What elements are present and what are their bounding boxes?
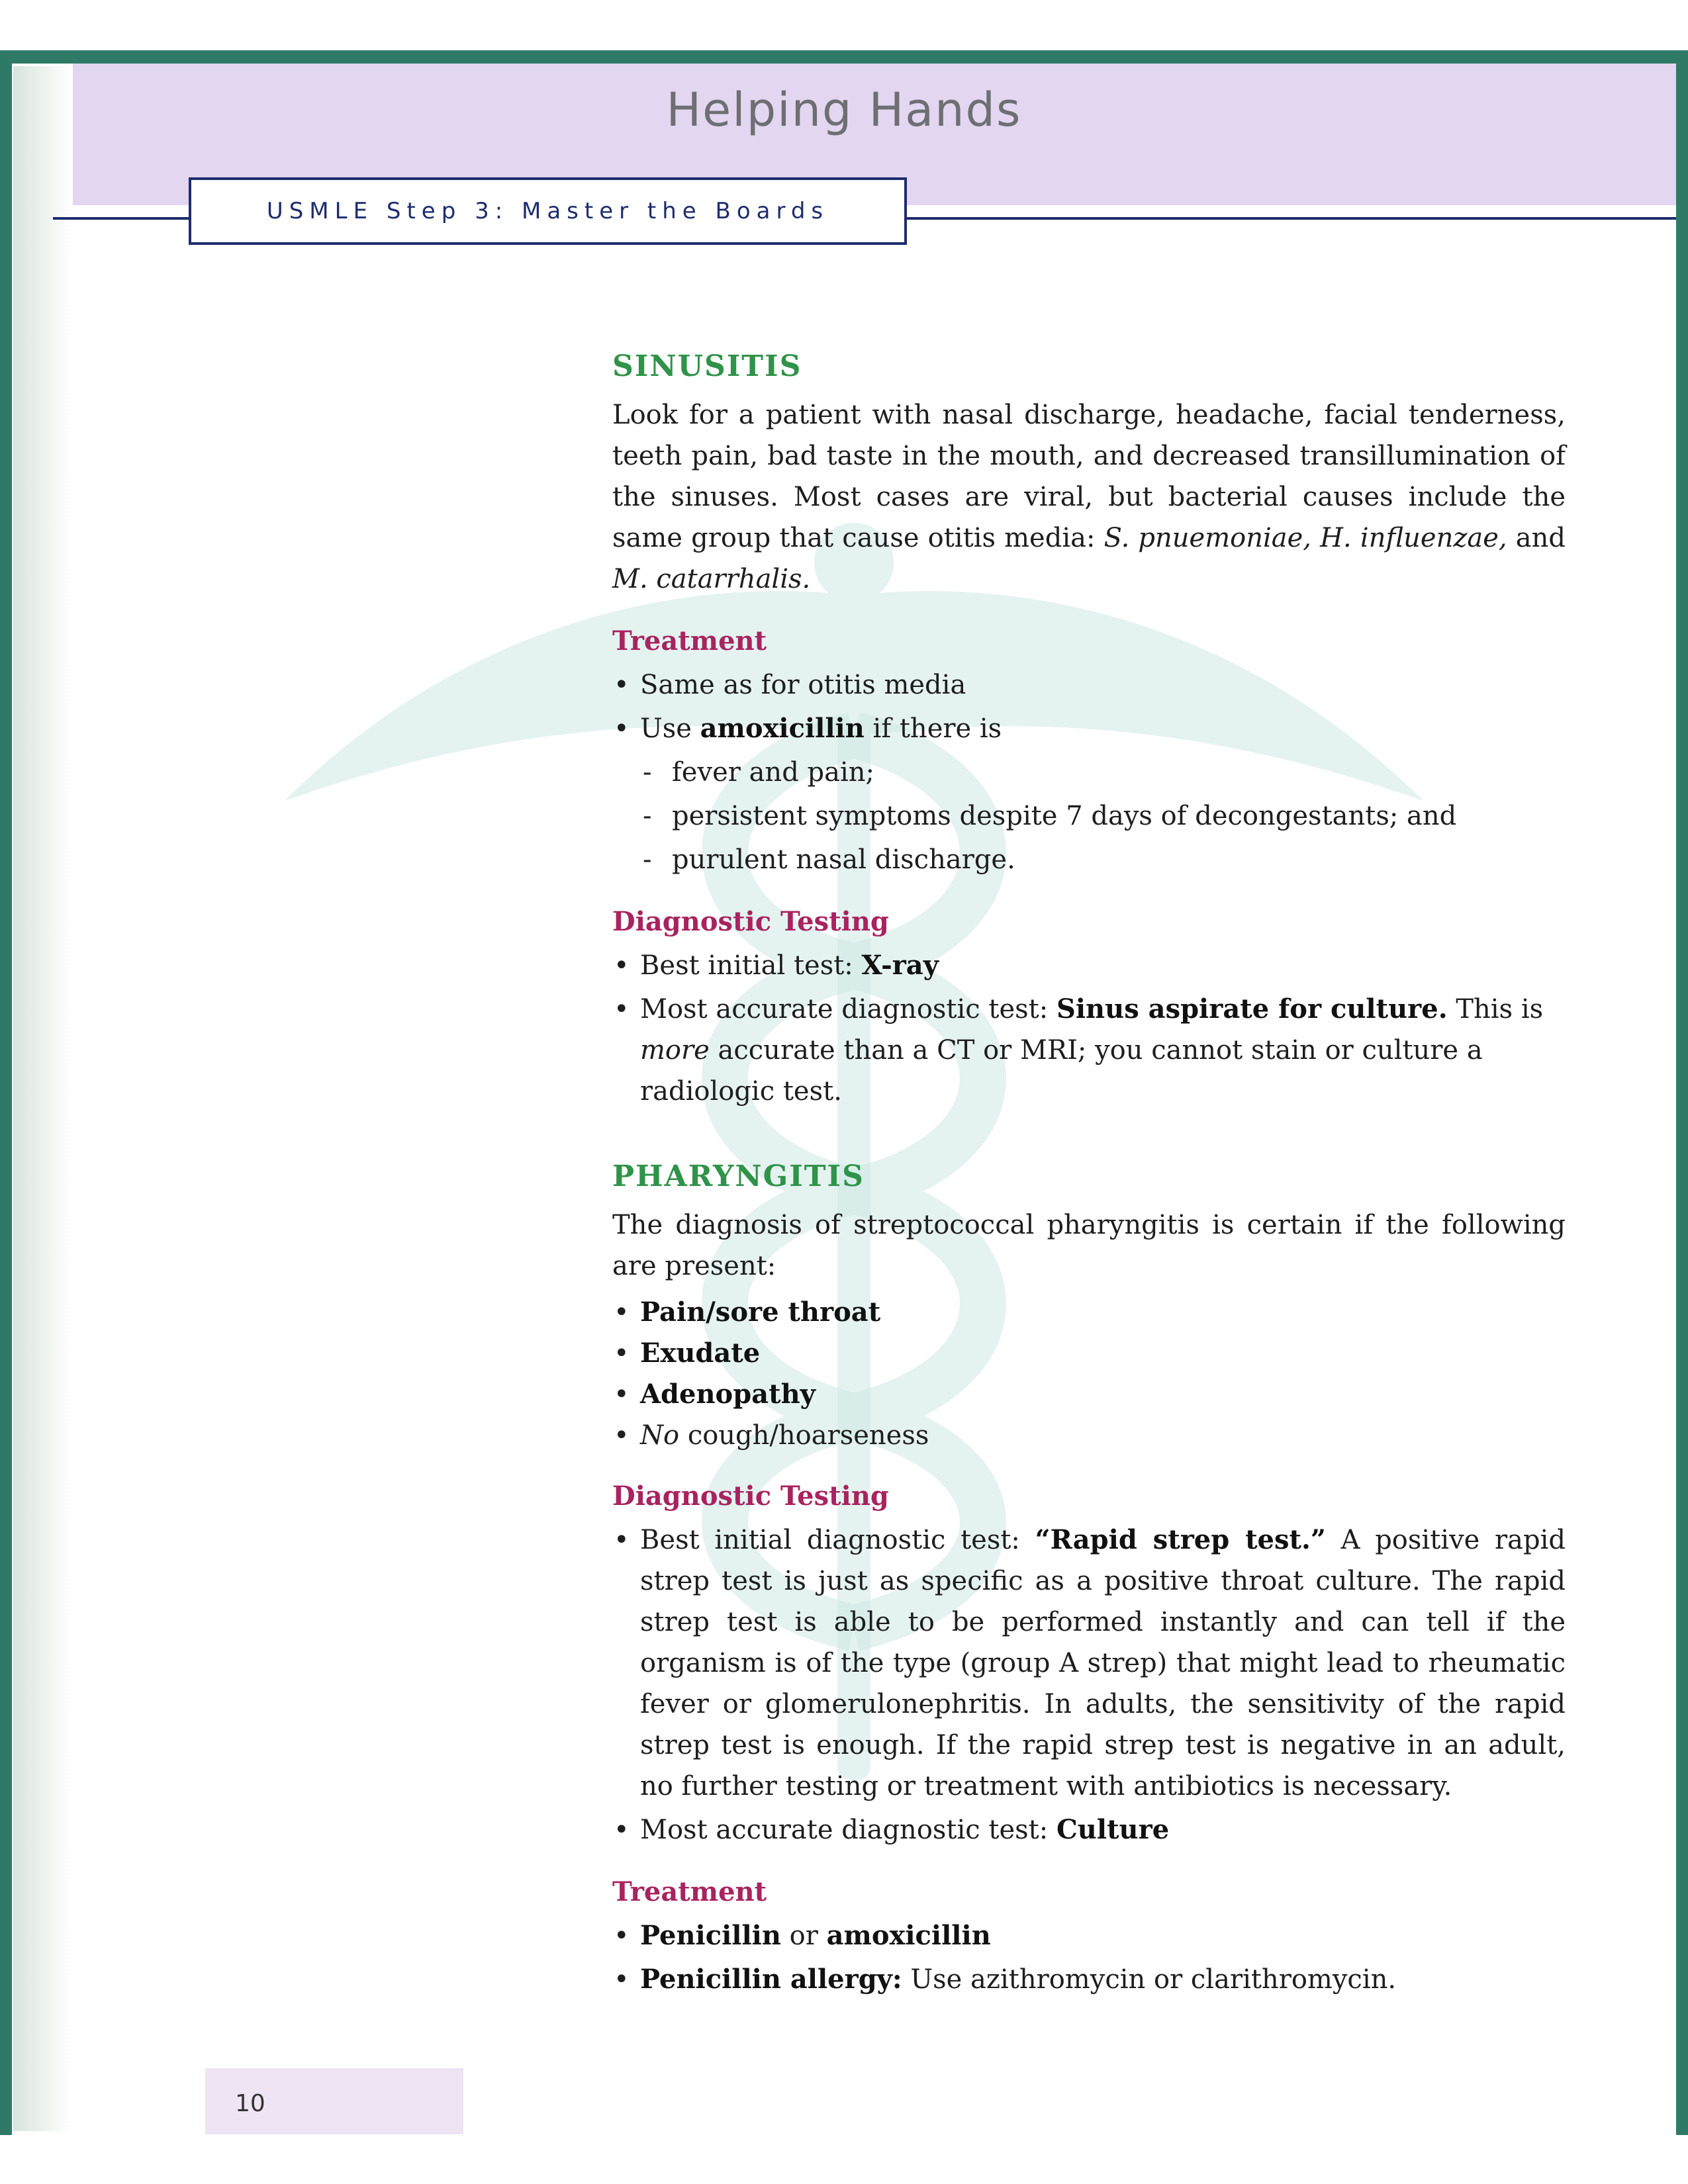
item-suffix: if there is	[872, 713, 1002, 745]
organism-1: S. pnuemoniae,	[1103, 523, 1312, 554]
list-item	[612, 708, 1566, 749]
test-name: X-ray	[861, 950, 939, 981]
drug-name: amoxicillin	[700, 713, 865, 745]
item-prefix: Most accurate diagnostic test:	[640, 1815, 1049, 1846]
sinusitis-treatment-heading: Treatment	[612, 625, 767, 657]
criterion-negation: No	[640, 1420, 680, 1451]
section-spacer	[612, 1115, 1566, 1154]
allergy-label: Penicillin allergy:	[640, 1964, 902, 1995]
test-name: Sinus aspirate for culture.	[1056, 993, 1448, 1025]
sinusitis-intro	[612, 394, 1566, 600]
list-item	[612, 989, 1566, 1112]
organism-2: H. influenzae,	[1320, 523, 1507, 554]
book-title-box: USMLE Step 3: Master the Boards	[189, 177, 907, 245]
amoxicillin-indications	[612, 752, 1566, 880]
list-item	[612, 1334, 1566, 1373]
drug-name: amoxicillin	[826, 1920, 991, 1952]
item-prefix: Most accurate diagnostic test:	[640, 994, 1049, 1025]
item-suffix: accurate than a CT or MRI; you cannot stain or culture a radiologic test.	[640, 1035, 1483, 1107]
book-spine-shadow	[13, 66, 73, 2131]
item-text: Same as for otitis media	[640, 670, 966, 701]
list-item	[612, 1520, 1566, 1807]
header-title: Helping Hands	[666, 83, 1022, 137]
list-item	[612, 1915, 1566, 1956]
item-emphasis: more	[640, 1035, 710, 1066]
page-frame-left	[0, 50, 12, 2135]
pharyngitis-treatment-heading: Treatment	[612, 1876, 767, 1908]
list-item	[612, 945, 1566, 986]
page-frame-top	[0, 50, 1688, 64]
test-name: “Rapid strep test.”	[1035, 1524, 1326, 1556]
item-or: or	[789, 1921, 818, 1952]
item-prefix: Best initial diagnostic test:	[640, 1525, 1020, 1556]
criterion: Adenopathy	[640, 1379, 816, 1410]
pharyngitis-treatment-list	[612, 1915, 1566, 2000]
item-prefix: Best initial test:	[640, 950, 853, 981]
item-text: Use azithromycin or clarithromycin.	[910, 1964, 1397, 1995]
pharyngitis-diagnostic-list	[612, 1520, 1566, 1850]
pharyngitis-diagnostic-heading: Diagnostic Testing	[612, 1480, 889, 1512]
page-frame-right	[1676, 50, 1688, 2135]
drug-name: Penicillin	[640, 1920, 781, 1952]
list-item	[612, 1375, 1566, 1414]
list-item	[612, 1809, 1566, 1850]
item-prefix: Use	[640, 713, 692, 745]
main-content	[612, 344, 1566, 2003]
list-item: - purulent nasal discharge.	[612, 839, 1566, 880]
sinusitis-heading: SINUSITIS	[612, 349, 802, 383]
item-mid: This is	[1456, 994, 1544, 1025]
list-item: - fever and pain;	[612, 752, 1566, 793]
organism-and: and	[1515, 523, 1566, 554]
sinusitis-diagnostic-list	[612, 945, 1566, 1112]
sinusitis-intro-text: Look for a patient with nasal discharge, headache, facial tenderness, teeth pain, bad taste in the mouth, and decreased transillumination of the sinuses. Most cases are viral, but bacterial causes include the same group that cause otitis media:	[612, 400, 1566, 554]
pharyngitis-criteria-list	[612, 1293, 1566, 1455]
criterion: Pain/sore throat	[640, 1297, 881, 1328]
page-number: 10	[235, 2090, 265, 2117]
item-suffix: A positive rapid strep test is just as specific as a positive throat culture. The rapid strep test is able to be performed instantly and can tell if the organism is of the type (group A strep) that might lead to rheumatic fever or glomerulonephritis. In adults, the sensitivity of the rapid strep test is enough. If the rapid strep test is negative in an adult, no further testing or treatment with antibiotics is necessary.	[640, 1525, 1566, 1802]
pharyngitis-heading: PHARYNGITIS	[612, 1160, 865, 1194]
list-item: - persistent symptoms despite 7 days of decongestants; and	[612, 796, 1566, 837]
criterion: Exudate	[640, 1338, 761, 1369]
organism-3: M. catarrhalis.	[612, 564, 811, 595]
list-item	[612, 664, 1566, 705]
list-item	[612, 1959, 1566, 2000]
list-item	[612, 1416, 1566, 1455]
pharyngitis-intro: The diagnosis of streptococcal pharyngitis is certain if the following are present:	[612, 1210, 1566, 1282]
sinusitis-treatment-list	[612, 664, 1566, 749]
criterion: cough/hoarseness	[687, 1420, 929, 1451]
list-item	[612, 1293, 1566, 1332]
test-name: Culture	[1056, 1814, 1170, 1846]
sinusitis-diagnostic-heading: Diagnostic Testing	[612, 906, 889, 938]
